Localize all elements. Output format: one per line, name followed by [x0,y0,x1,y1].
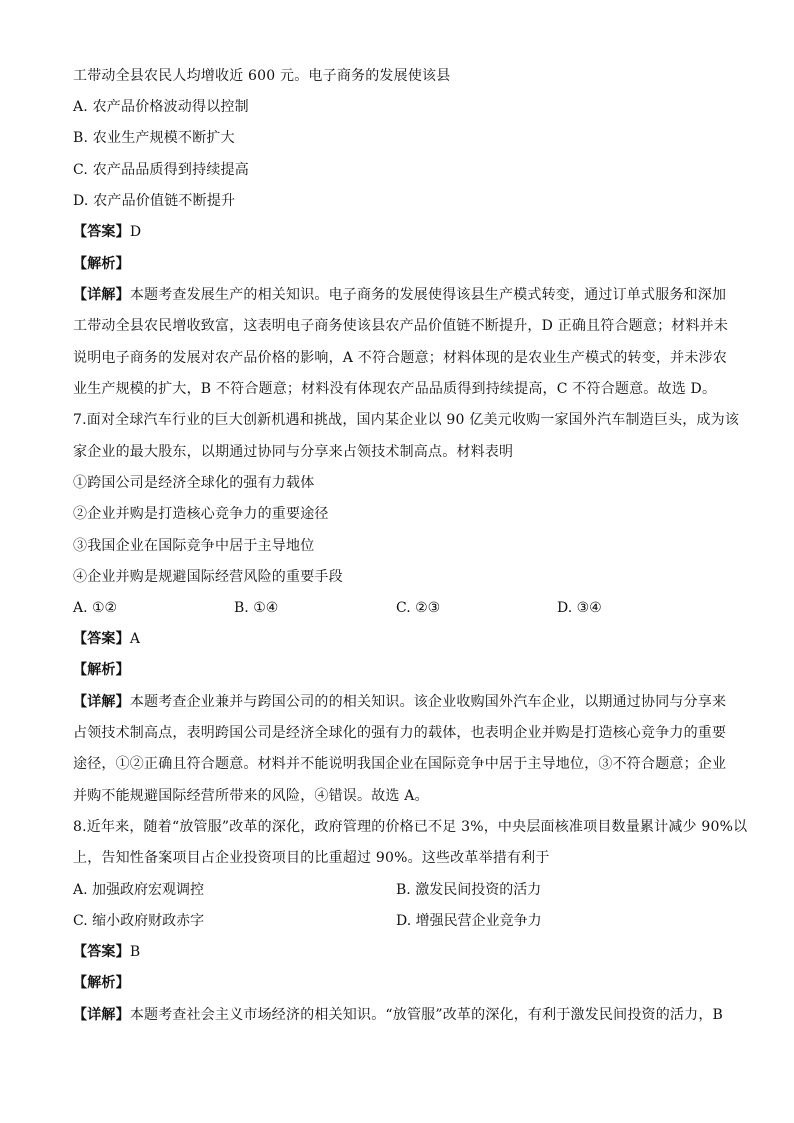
question-7-detail-line-2: 占领技术制高点，表明跨国公司是经济全球化的强有力的载体，也表明企业并购是打造核心竞争力的重要 [73,725,727,741]
answer-value: D [129,224,142,240]
detail-label: 【详解】 [73,287,130,303]
question-7-option-d: D. ③④ [557,600,602,616]
question-6-option-b: B. 农业生产规模不断扩大 [73,130,235,146]
question-8-stem-line-1: 8.近年来，随着“放管服”改革的深化，政府管理的价格已不足 3%，中央层面核准项目数量累计减少 90%以 [73,819,748,835]
detail-text: 本题考查社会主义市场经济的相关知识。“放管服”改革的深化，有利于激发民间投资的活力，B [129,1007,724,1023]
question-7-option-a: A. ①② [73,600,118,616]
question-8-option-c: C. 缩小政府财政赤字 [73,913,205,929]
question-6-detail-line-3: 说明电子商务的发展对农产品价格的影响，A 不符合题意；材料体现的是农业生产模式的转变，并未涉农 [73,350,727,366]
analysis-label: 【解析】 [73,662,130,678]
question-7-stem-line-2: 家企业的最大股东，以期通过协同与分享来占领技术制高点。材料表明 [73,444,514,460]
question-6-answer [73,222,723,242]
question-8-analysis-label [73,973,723,993]
question-8-option-b: B. 激发民间投资的活力 [396,882,542,898]
question-7-statement-2: ②企业并购是打造核心竞争力的重要途径 [73,506,329,522]
answer-value: A [129,631,141,647]
question-6-option-a: A. 农产品价格波动得以控制 [73,99,249,115]
answer-value: B [129,944,141,960]
question-6-stem-tail: 工带动全县农民人均增收近 600 元。电子商务的发展使该县 [73,68,451,84]
answer-label: 【答案】 [73,631,130,647]
question-6-option-c: C. 农产品品质得到持续提高 [73,162,249,178]
question-7-detail-line-1 [73,692,727,712]
question-7-option-c: C. ②③ [396,600,441,616]
detail-text: 本题考查企业兼并与跨国公司的的相关知识。该企业收购国外汽车企业，以期通过协同与分享来 [129,694,727,710]
question-8-detail-line-1 [73,1005,723,1025]
question-7-detail-line-3: 途径，①②正确且符合题意。材料并不能说明我国企业在国际竞争中居于主导地位，③不符合题意；企业 [73,756,727,772]
question-6-option-d: D. 农产品价值链不断提升 [73,193,236,209]
question-6-detail-line-2: 工带动全县农民增收致富，这表明电子商务使该县农产品价值链不断提升，D 正确且符合题意；材料并未 [73,318,729,334]
question-8-stem-line-2: 上，告知性备案项目占企业投资项目的比重超过 90%。这些改革举措有利于 [73,850,550,866]
question-7-analysis-label [73,660,723,680]
detail-label: 【详解】 [73,694,130,710]
analysis-label: 【解析】 [73,975,130,991]
detail-label: 【详解】 [73,1007,130,1023]
question-6-detail-line-4: 业生产规模的扩大，B 不符合题意；材料没有体现农产品品质得到持续提高，C 不符合题意。故选 D。 [73,381,717,397]
question-8-option-d: D. 增强民营企业竞争力 [396,913,542,929]
question-8-option-a: A. 加强政府宏观调控 [73,882,205,898]
detail-text: 本题考查发展生产的相关知识。电子商务的发展使得该县生产模式转变，通过订单式服务和深加 [129,287,727,303]
answer-label: 【答案】 [73,944,130,960]
question-7-statement-3: ③我国企业在国际竞争中居于主导地位 [73,538,315,554]
question-6-analysis-label [73,254,723,274]
question-7-detail-line-4: 并购不能规避国际经营所带来的风险，④错误。故选 A。 [73,788,429,804]
question-7-option-b: B. ①④ [234,600,279,616]
question-7-statement-4: ④企业并购是规避国际经营风险的重要手段 [73,569,343,585]
answer-label: 【答案】 [73,224,130,240]
question-8-answer [73,942,723,962]
question-7-statement-1: ①跨国公司是经济全球化的强有力载体 [73,475,315,491]
analysis-label: 【解析】 [73,256,130,272]
question-7-stem-line-1: 7.面对全球汽车行业的巨大创新机遇和挑战，国内某企业以 90 亿美元收购一家国外汽车制造巨头，成为该 [73,412,740,428]
question-6-detail-line-1 [73,285,727,305]
question-7-answer [73,629,723,649]
